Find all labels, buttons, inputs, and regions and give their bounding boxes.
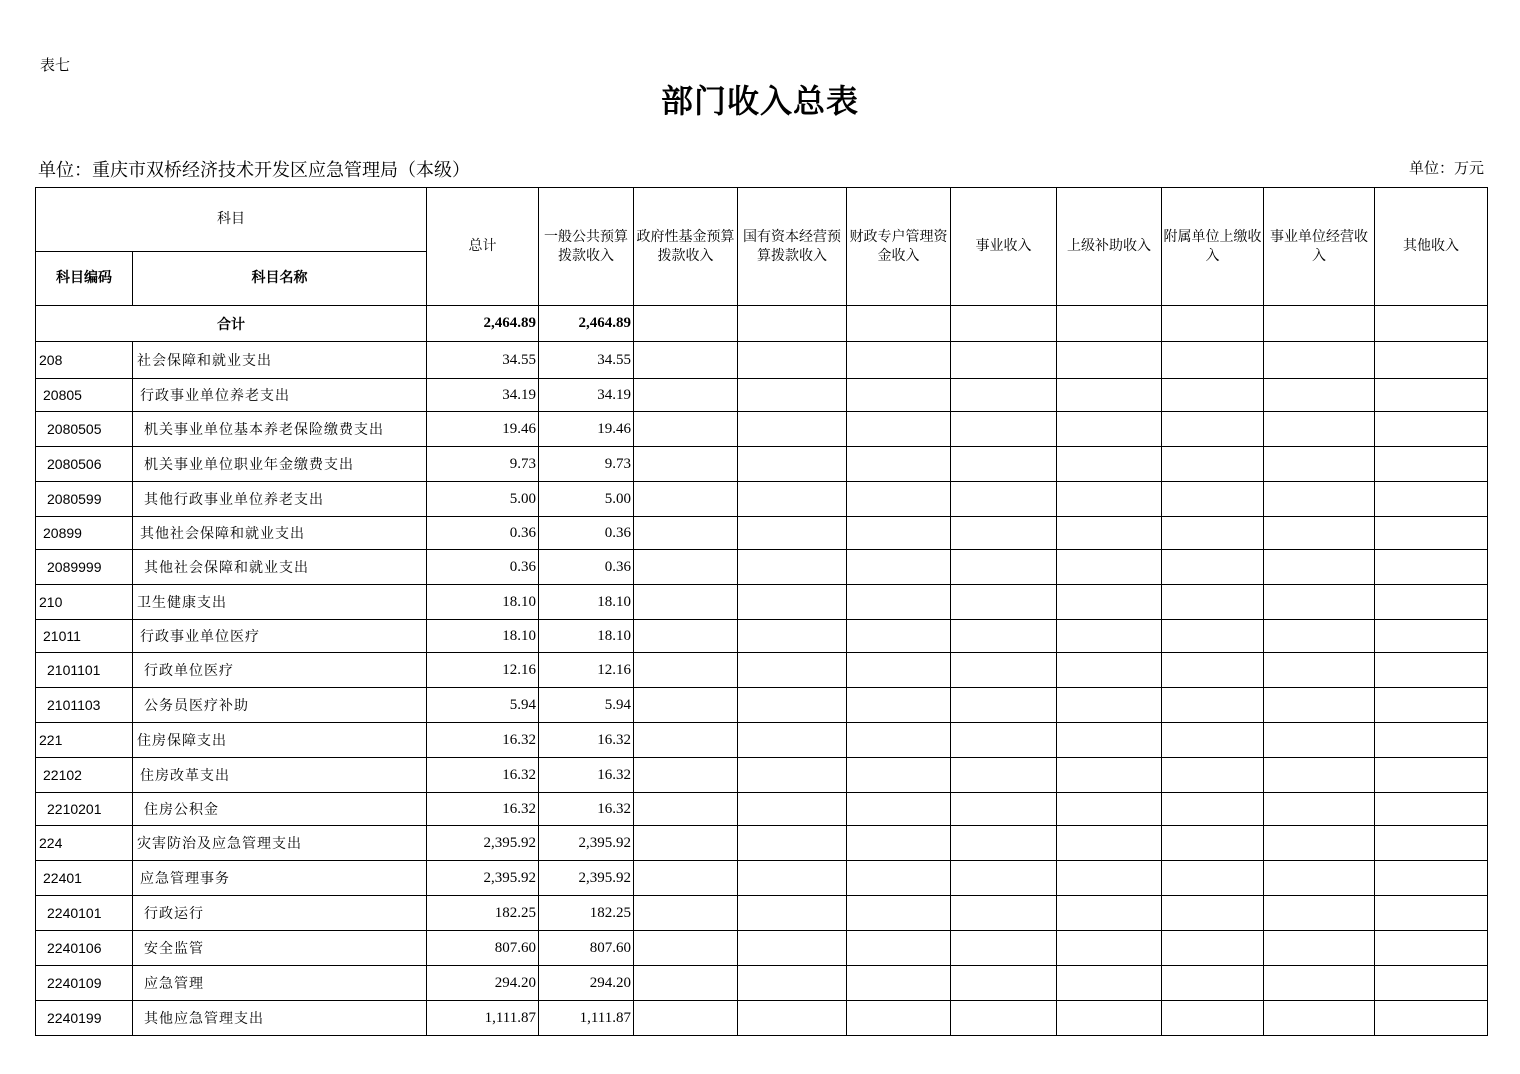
empty-cell [1375, 861, 1488, 896]
table-row [36, 653, 1488, 688]
table-row [36, 826, 1488, 861]
amount-total: 0.36 [427, 550, 539, 585]
empty-cell [1057, 931, 1162, 966]
empty-cell [738, 653, 847, 688]
empty-cell [738, 793, 847, 826]
empty-cell [951, 723, 1057, 758]
unit-organization: 单位：重庆市双桥经济技术开发区应急管理局（本级） [38, 160, 470, 181]
subject-code: 2080505 [36, 412, 133, 447]
header-fiscal-special: 财政专户管理资金收入 [847, 188, 951, 306]
empty-cell [634, 379, 738, 412]
amount-total: 34.55 [427, 342, 539, 379]
subject-code: 208 [36, 342, 133, 379]
amount-total: 807.60 [427, 931, 539, 966]
income-table [35, 187, 1488, 1036]
empty-cell [847, 758, 951, 793]
subject-code: 210 [36, 585, 133, 620]
amount-general-budget: 16.32 [539, 723, 634, 758]
empty-cell [1375, 342, 1488, 379]
table-row [36, 482, 1488, 517]
amount-total: 19.46 [427, 412, 539, 447]
unit-currency: 单位：万元 [1408, 159, 1484, 177]
empty-cell [951, 412, 1057, 447]
header-gov-fund: 政府性基金预算拨款收入 [634, 188, 738, 306]
empty-cell [951, 447, 1057, 482]
empty-cell [738, 412, 847, 447]
empty-cell [1162, 688, 1264, 723]
empty-cell [1057, 482, 1162, 517]
amount-total: 16.32 [427, 793, 539, 826]
amount-general-budget: 182.25 [539, 896, 634, 931]
empty-cell [1162, 896, 1264, 931]
amount-total: 18.10 [427, 620, 539, 653]
empty-cell [738, 861, 847, 896]
table-row [36, 585, 1488, 620]
table-row [36, 966, 1488, 1001]
empty-cell [951, 931, 1057, 966]
empty-cell [738, 896, 847, 931]
table-row [36, 1001, 1488, 1036]
empty-cell [1162, 931, 1264, 966]
amount-general-budget: 1,111.87 [539, 1001, 634, 1036]
empty-cell [951, 517, 1057, 550]
header-other-income: 其他收入 [1375, 188, 1488, 306]
empty-cell [1375, 653, 1488, 688]
empty-cell [1162, 758, 1264, 793]
amount-general-budget: 5.94 [539, 688, 634, 723]
subject-code: 2240101 [36, 896, 133, 931]
empty-cell [1264, 826, 1375, 861]
empty-cell [1264, 931, 1375, 966]
empty-cell [634, 723, 738, 758]
empty-cell [951, 966, 1057, 1001]
subject-code: 22102 [36, 758, 133, 793]
empty-cell [847, 793, 951, 826]
amount-general-budget: 294.20 [539, 966, 634, 1001]
empty-cell [634, 447, 738, 482]
empty-cell [1057, 550, 1162, 585]
amount-total: 2,395.92 [427, 826, 539, 861]
empty-cell [951, 793, 1057, 826]
amount-total: 18.10 [427, 585, 539, 620]
amount-general-budget: 18.10 [539, 585, 634, 620]
empty-cell [634, 482, 738, 517]
empty-cell [847, 447, 951, 482]
empty-cell [738, 931, 847, 966]
amount-total: 9.73 [427, 447, 539, 482]
empty-cell [847, 896, 951, 931]
amount-general-budget: 16.32 [539, 758, 634, 793]
table-number: 表七 [40, 56, 71, 74]
amount-general-budget: 0.36 [539, 550, 634, 585]
amount-total: 182.25 [427, 896, 539, 931]
empty-cell [951, 688, 1057, 723]
empty-cell [1162, 585, 1264, 620]
total-label: 合计 [36, 306, 427, 342]
empty-cell [1057, 379, 1162, 412]
empty-cell [951, 550, 1057, 585]
empty-cell [738, 517, 847, 550]
subject-name: 住房改革支出 [133, 758, 427, 793]
subject-code: 21011 [36, 620, 133, 653]
empty-cell [1375, 896, 1488, 931]
empty-cell [1057, 688, 1162, 723]
empty-cell [951, 342, 1057, 379]
header-subject: 科目 [36, 188, 427, 252]
empty-cell [1375, 585, 1488, 620]
table-row [36, 517, 1488, 550]
empty-cell [634, 861, 738, 896]
table-row [36, 412, 1488, 447]
subject-code: 2101101 [36, 653, 133, 688]
subject-name: 灾害防治及应急管理支出 [133, 826, 427, 861]
subject-code: 20805 [36, 379, 133, 412]
table-row [36, 688, 1488, 723]
header-row [36, 188, 1488, 252]
empty-cell [738, 758, 847, 793]
empty-cell [1375, 482, 1488, 517]
empty-cell [738, 550, 847, 585]
table-row [36, 896, 1488, 931]
amount-general-budget: 34.19 [539, 379, 634, 412]
empty-cell [1162, 620, 1264, 653]
empty-cell [1375, 793, 1488, 826]
subject-code: 221 [36, 723, 133, 758]
empty-cell [634, 931, 738, 966]
amount-total: 16.32 [427, 723, 539, 758]
empty-cell [1375, 758, 1488, 793]
subject-name: 机关事业单位基本养老保险缴费支出 [133, 412, 427, 447]
empty-cell [1057, 861, 1162, 896]
header-general-budget: 一般公共预算拨款收入 [539, 188, 634, 306]
empty-cell [1375, 826, 1488, 861]
empty-cell [847, 931, 951, 966]
empty-cell [738, 482, 847, 517]
header-state-capital: 国有资本经营预算拨款收入 [738, 188, 847, 306]
empty-cell [1162, 342, 1264, 379]
empty-cell [738, 826, 847, 861]
total-amount: 2,464.89 [427, 306, 539, 342]
empty-cell [1162, 379, 1264, 412]
amount-total: 16.32 [427, 758, 539, 793]
empty-cell [847, 379, 951, 412]
empty-cell [1264, 793, 1375, 826]
subject-name: 其他应急管理支出 [133, 1001, 427, 1036]
empty-cell [1057, 517, 1162, 550]
subject-code: 22401 [36, 861, 133, 896]
header-affiliated-income: 附属单位上缴收入 [1162, 188, 1264, 306]
total-general: 2,464.89 [539, 306, 634, 342]
empty-cell [634, 758, 738, 793]
empty-cell [1162, 517, 1264, 550]
empty-cell [951, 653, 1057, 688]
empty-cell [634, 1001, 738, 1036]
empty-cell [1057, 966, 1162, 1001]
empty-cell [847, 620, 951, 653]
empty-cell [1375, 1001, 1488, 1036]
subject-code: 224 [36, 826, 133, 861]
empty-cell [634, 896, 738, 931]
empty-cell [1162, 966, 1264, 1001]
header-total: 总计 [427, 188, 539, 306]
empty-cell [847, 1001, 951, 1036]
empty-cell [634, 793, 738, 826]
subject-name: 应急管理 [133, 966, 427, 1001]
empty-cell [951, 826, 1057, 861]
empty-cell [1162, 793, 1264, 826]
empty-cell [1264, 861, 1375, 896]
empty-cell [1057, 620, 1162, 653]
table-row [36, 550, 1488, 585]
empty-cell [1057, 412, 1162, 447]
amount-general-budget: 5.00 [539, 482, 634, 517]
amount-total: 34.19 [427, 379, 539, 412]
subject-code: 2101103 [36, 688, 133, 723]
empty-cell [634, 550, 738, 585]
header-superior-subsidy: 上级补助收入 [1057, 188, 1162, 306]
empty-cell [1375, 517, 1488, 550]
empty-cell [1057, 896, 1162, 931]
empty-cell [738, 620, 847, 653]
empty-cell [1375, 966, 1488, 1001]
empty-cell [1264, 688, 1375, 723]
empty-cell [634, 688, 738, 723]
empty-cell [1264, 379, 1375, 412]
amount-general-budget: 16.32 [539, 793, 634, 826]
empty-cell [1264, 585, 1375, 620]
amount-total: 5.00 [427, 482, 539, 517]
table-row [36, 861, 1488, 896]
empty-cell [738, 585, 847, 620]
table-row [36, 931, 1488, 966]
subject-code: 2240106 [36, 931, 133, 966]
header-subject-name: 科目名称 [133, 252, 427, 306]
subject-name: 应急管理事务 [133, 861, 427, 896]
empty-cell [1264, 1001, 1375, 1036]
subject-name: 卫生健康支出 [133, 585, 427, 620]
empty-cell [1264, 447, 1375, 482]
empty-cell [847, 482, 951, 517]
amount-general-budget: 9.73 [539, 447, 634, 482]
subject-name: 公务员医疗补助 [133, 688, 427, 723]
subject-name: 住房保障支出 [133, 723, 427, 758]
empty-cell [738, 447, 847, 482]
subject-name: 社会保障和就业支出 [133, 342, 427, 379]
empty-cell [634, 966, 738, 1001]
empty-cell [1162, 1001, 1264, 1036]
empty-cell [1057, 1001, 1162, 1036]
empty-cell [847, 861, 951, 896]
empty-cell [847, 517, 951, 550]
page-title: 部门收入总表 [660, 82, 859, 120]
subject-name: 行政事业单位养老支出 [133, 379, 427, 412]
header-business-income: 事业收入 [951, 188, 1057, 306]
empty-cell [1264, 723, 1375, 758]
table-row [36, 342, 1488, 379]
empty-cell [1162, 826, 1264, 861]
amount-total: 5.94 [427, 688, 539, 723]
subject-code: 2080599 [36, 482, 133, 517]
empty-cell [1057, 447, 1162, 482]
empty-cell [951, 482, 1057, 517]
amount-total: 0.36 [427, 517, 539, 550]
amount-general-budget: 18.10 [539, 620, 634, 653]
empty-cell [847, 966, 951, 1001]
empty-cell [951, 585, 1057, 620]
empty-cell [1264, 342, 1375, 379]
empty-cell [634, 620, 738, 653]
empty-cell [847, 653, 951, 688]
empty-cell [634, 653, 738, 688]
empty-cell [847, 585, 951, 620]
empty-cell [738, 966, 847, 1001]
empty-cell [951, 758, 1057, 793]
empty-cell [951, 379, 1057, 412]
empty-cell [634, 342, 738, 379]
empty-cell [951, 896, 1057, 931]
subject-name: 住房公积金 [133, 793, 427, 826]
subject-code: 2080506 [36, 447, 133, 482]
empty-cell [1264, 966, 1375, 1001]
amount-total: 1,111.87 [427, 1001, 539, 1036]
empty-cell [634, 826, 738, 861]
amount-general-budget: 807.60 [539, 931, 634, 966]
table-row [36, 723, 1488, 758]
empty-cell [1264, 896, 1375, 931]
empty-cell [1162, 653, 1264, 688]
table-row [36, 379, 1488, 412]
amount-general-budget: 2,395.92 [539, 861, 634, 896]
amount-total: 2,395.92 [427, 861, 539, 896]
empty-cell [847, 723, 951, 758]
subject-code: 20899 [36, 517, 133, 550]
empty-cell [847, 688, 951, 723]
empty-cell [847, 550, 951, 585]
amount-general-budget: 12.16 [539, 653, 634, 688]
empty-cell [1264, 653, 1375, 688]
empty-cell [634, 517, 738, 550]
empty-cell [847, 342, 951, 379]
empty-cell [1375, 931, 1488, 966]
subject-code: 2240109 [36, 966, 133, 1001]
empty-cell [1057, 826, 1162, 861]
empty-cell [634, 412, 738, 447]
empty-cell [951, 1001, 1057, 1036]
empty-cell [1264, 550, 1375, 585]
subject-code: 2210201 [36, 793, 133, 826]
subject-name: 机关事业单位职业年金缴费支出 [133, 447, 427, 482]
empty-cell [738, 342, 847, 379]
empty-cell [1264, 517, 1375, 550]
header-operating-income: 事业单位经营收入 [1264, 188, 1375, 306]
table-row [36, 758, 1488, 793]
empty-cell [1375, 620, 1488, 653]
empty-cell [1057, 723, 1162, 758]
empty-cell [738, 688, 847, 723]
empty-cell [1057, 758, 1162, 793]
empty-cell [1375, 447, 1488, 482]
empty-cell [738, 379, 847, 412]
empty-cell [1057, 342, 1162, 379]
subject-code: 2240199 [36, 1001, 133, 1036]
empty-cell [1162, 723, 1264, 758]
empty-cell [738, 1001, 847, 1036]
empty-cell [1162, 447, 1264, 482]
subject-name: 其他社会保障和就业支出 [133, 517, 427, 550]
subject-name: 行政单位医疗 [133, 653, 427, 688]
amount-total: 12.16 [427, 653, 539, 688]
empty-cell [1057, 793, 1162, 826]
empty-cell [1264, 412, 1375, 447]
empty-cell [1375, 550, 1488, 585]
subject-name: 行政运行 [133, 896, 427, 931]
empty-cell [1375, 412, 1488, 447]
amount-general-budget: 34.55 [539, 342, 634, 379]
table-row [36, 620, 1488, 653]
amount-general-budget: 2,395.92 [539, 826, 634, 861]
table-row [36, 447, 1488, 482]
total-row [36, 306, 1488, 342]
empty-cell [1375, 688, 1488, 723]
empty-cell [1162, 482, 1264, 517]
amount-general-budget: 0.36 [539, 517, 634, 550]
amount-general-budget: 19.46 [539, 412, 634, 447]
table-row [36, 793, 1488, 826]
subject-code: 2089999 [36, 550, 133, 585]
empty-cell [847, 826, 951, 861]
empty-cell [1057, 585, 1162, 620]
subject-name: 其他行政事业单位养老支出 [133, 482, 427, 517]
amount-total: 294.20 [427, 966, 539, 1001]
empty-cell [951, 861, 1057, 896]
empty-cell [1264, 482, 1375, 517]
header-subject-code: 科目编码 [36, 252, 133, 306]
empty-cell [1162, 861, 1264, 896]
empty-cell [1162, 412, 1264, 447]
empty-cell [634, 585, 738, 620]
empty-cell [1375, 379, 1488, 412]
empty-cell [1057, 653, 1162, 688]
empty-cell [1264, 620, 1375, 653]
empty-cell [1264, 758, 1375, 793]
empty-cell [1375, 723, 1488, 758]
empty-cell [847, 412, 951, 447]
empty-cell [738, 723, 847, 758]
empty-cell [1162, 550, 1264, 585]
subject-name: 其他社会保障和就业支出 [133, 550, 427, 585]
subject-name: 安全监管 [133, 931, 427, 966]
empty-cell [951, 620, 1057, 653]
subject-name: 行政事业单位医疗 [133, 620, 427, 653]
